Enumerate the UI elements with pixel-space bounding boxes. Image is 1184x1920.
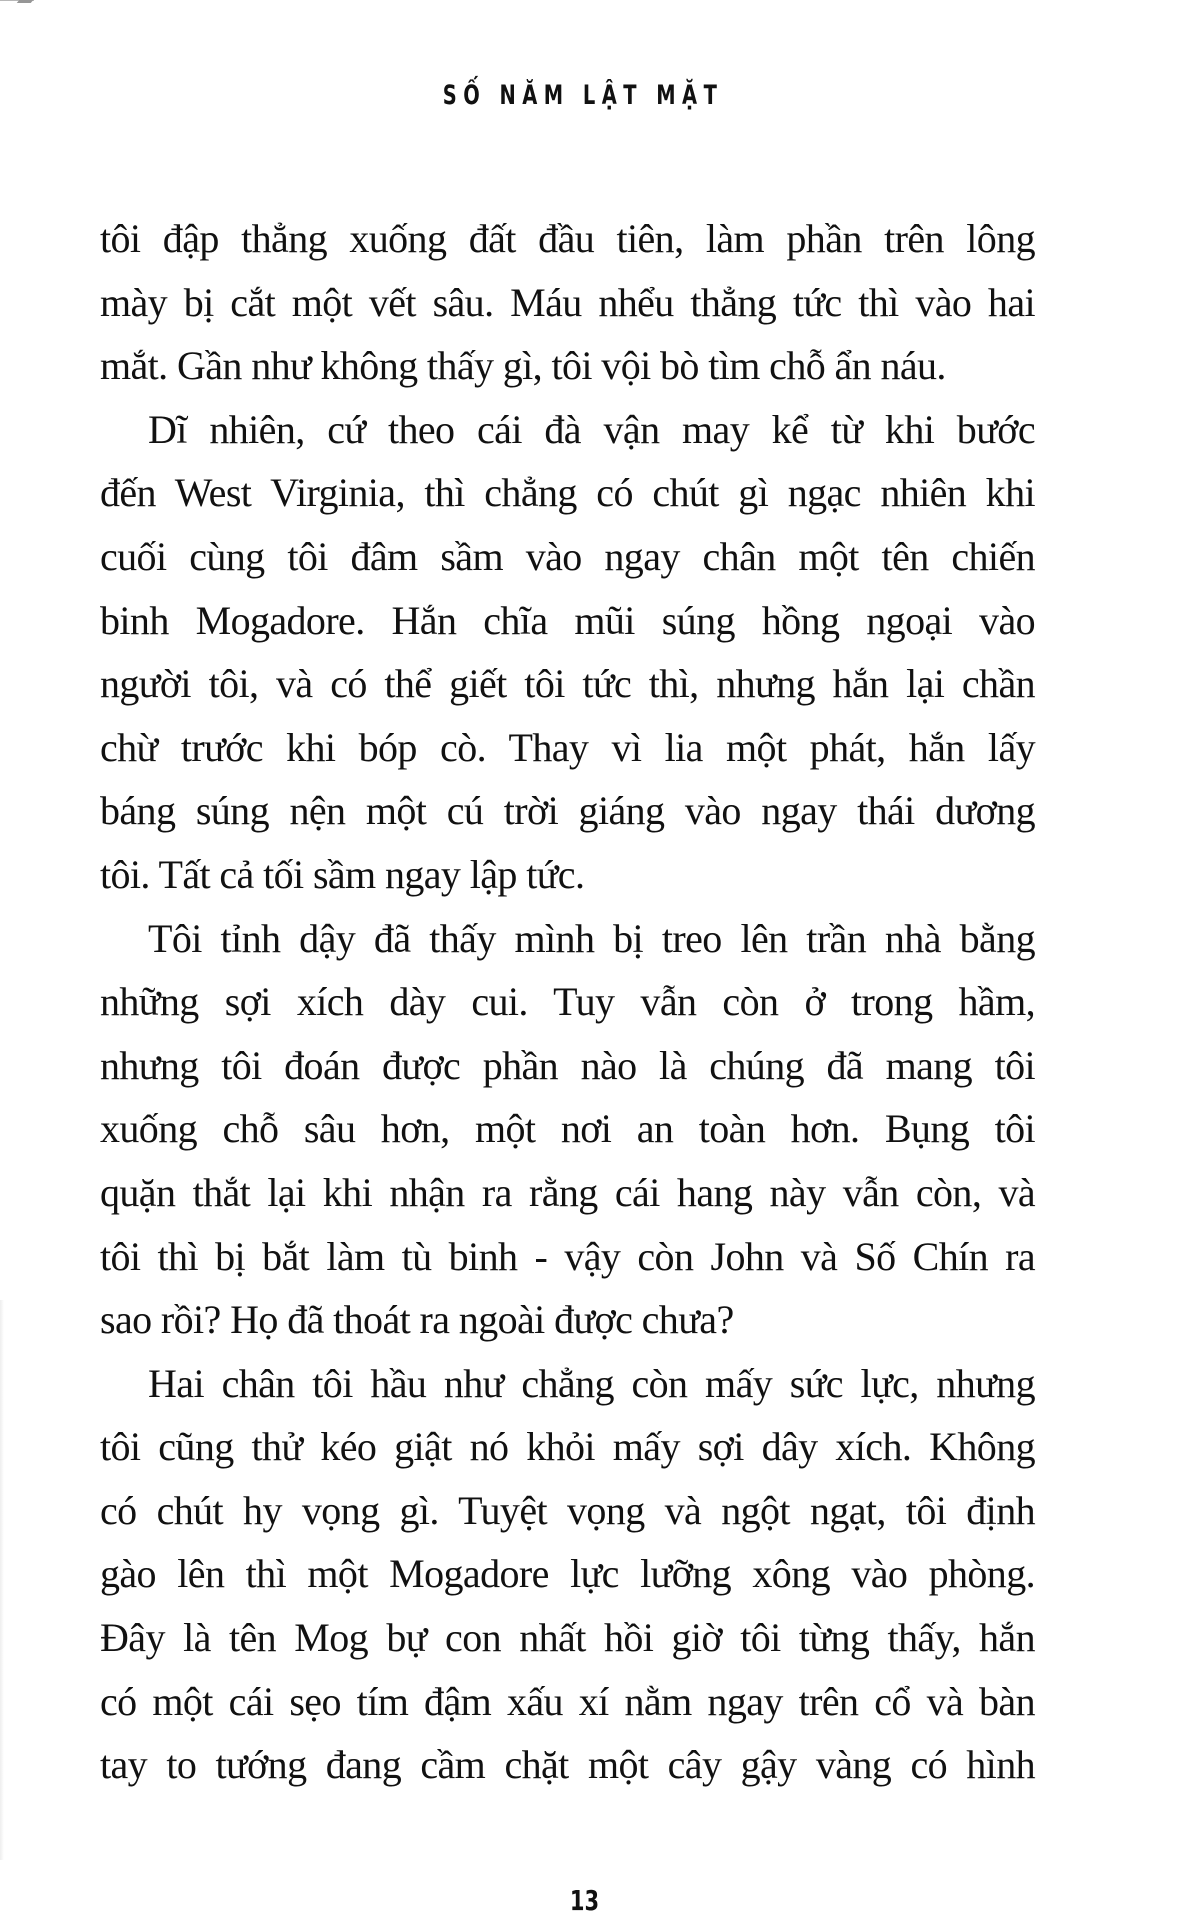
- page-number: 13: [569, 1884, 600, 1917]
- body-text: [100, 207, 1035, 1797]
- text-line: gào lên thì một Mogadore lực lưỡng xông vào phòng.: [100, 1551, 1035, 1597]
- text-line: mày bị cắt một vết sâu. Máu nhểu thẳng tức thì vào hai: [100, 279, 1035, 325]
- text-line: tôi cũng thử kéo giật nó khỏi mấy sợi dây xích. Không: [100, 1424, 1035, 1470]
- gutter-shadow: [0, 1300, 4, 1860]
- text-line: tôi thì bị bắt làm tù binh - vậy còn John và Số Chín ra: [100, 1233, 1035, 1279]
- text-line: đến West Virginia, thì chẳng có chút gì ngạc nhiên khi: [100, 470, 1035, 516]
- text-line: xuống chỗ sâu hơn, một nơi an toàn hơn. Bụng tôi: [100, 1106, 1035, 1152]
- paragraph: [100, 1352, 1035, 1797]
- paragraph: [100, 398, 1035, 907]
- text-line: Tôi tỉnh dậy đã thấy mình bị treo lên trần nhà bằng: [148, 915, 1035, 961]
- text-line: nhưng tôi đoán được phần nào là chúng đã mang tôi: [100, 1042, 1035, 1088]
- text-line: tôi. Tất cả tối sầm ngay lập tức.: [100, 851, 585, 897]
- text-line: chừ trước khi bóp cò. Thay vì lia một phát, hắn lấy: [100, 724, 1035, 770]
- text-line: báng súng nện một cú trời giáng vào ngay thái dương: [100, 788, 1035, 834]
- text-line: cuối cùng tôi đâm sầm vào ngay chân một tên chiến: [100, 533, 1035, 579]
- text-line: binh Mogadore. Hắn chĩa mũi súng hồng ngoại vào: [100, 597, 1035, 643]
- text-line: sao rồi? Họ đã thoát ra ngoài được chưa?: [100, 1297, 734, 1343]
- text-line: có chút hy vọng gì. Tuyệt vọng và ngột ngạt, tôi định: [100, 1487, 1035, 1533]
- text-line: mắt. Gần như không thấy gì, tôi vội bò tìm chỗ ẩn náu.: [100, 343, 946, 389]
- text-line: những sợi xích dày cui. Tuy vẫn còn ở trong hầm,: [100, 979, 1035, 1025]
- text-line: quặn thắt lại khi nhận ra rằng cái hang này vẫn còn, và: [100, 1169, 1035, 1215]
- text-line: tôi đập thẳng xuống đất đầu tiên, làm phần trên lông: [100, 216, 1035, 261]
- scan-corner-mark: [0, 0, 34, 7]
- text-line: tay to tướng đang cầm chặt một cây gậy vàng có hình: [100, 1742, 1035, 1788]
- text-line: Hai chân tôi hầu như chẳng còn mấy sức lực, nhưng: [148, 1360, 1035, 1406]
- paragraph: [100, 907, 1035, 1352]
- text-line: có một cái sẹo tím đậm xấu xí nằm ngay trên cổ và bàn: [100, 1678, 1035, 1724]
- paragraph: [100, 207, 1035, 398]
- text-line: Đây là tên Mog bự con nhất hồi giờ tôi từng thấy, hắn: [100, 1615, 1035, 1661]
- text-line: người tôi, và có thể giết tôi tức thì, nhưng hắn lại chần: [100, 661, 1035, 707]
- text-line: Dĩ nhiên, cứ theo cái đà vận may kể từ khi bước: [148, 406, 1035, 452]
- running-head: SỐ NĂM LẬT MẶT: [442, 80, 724, 111]
